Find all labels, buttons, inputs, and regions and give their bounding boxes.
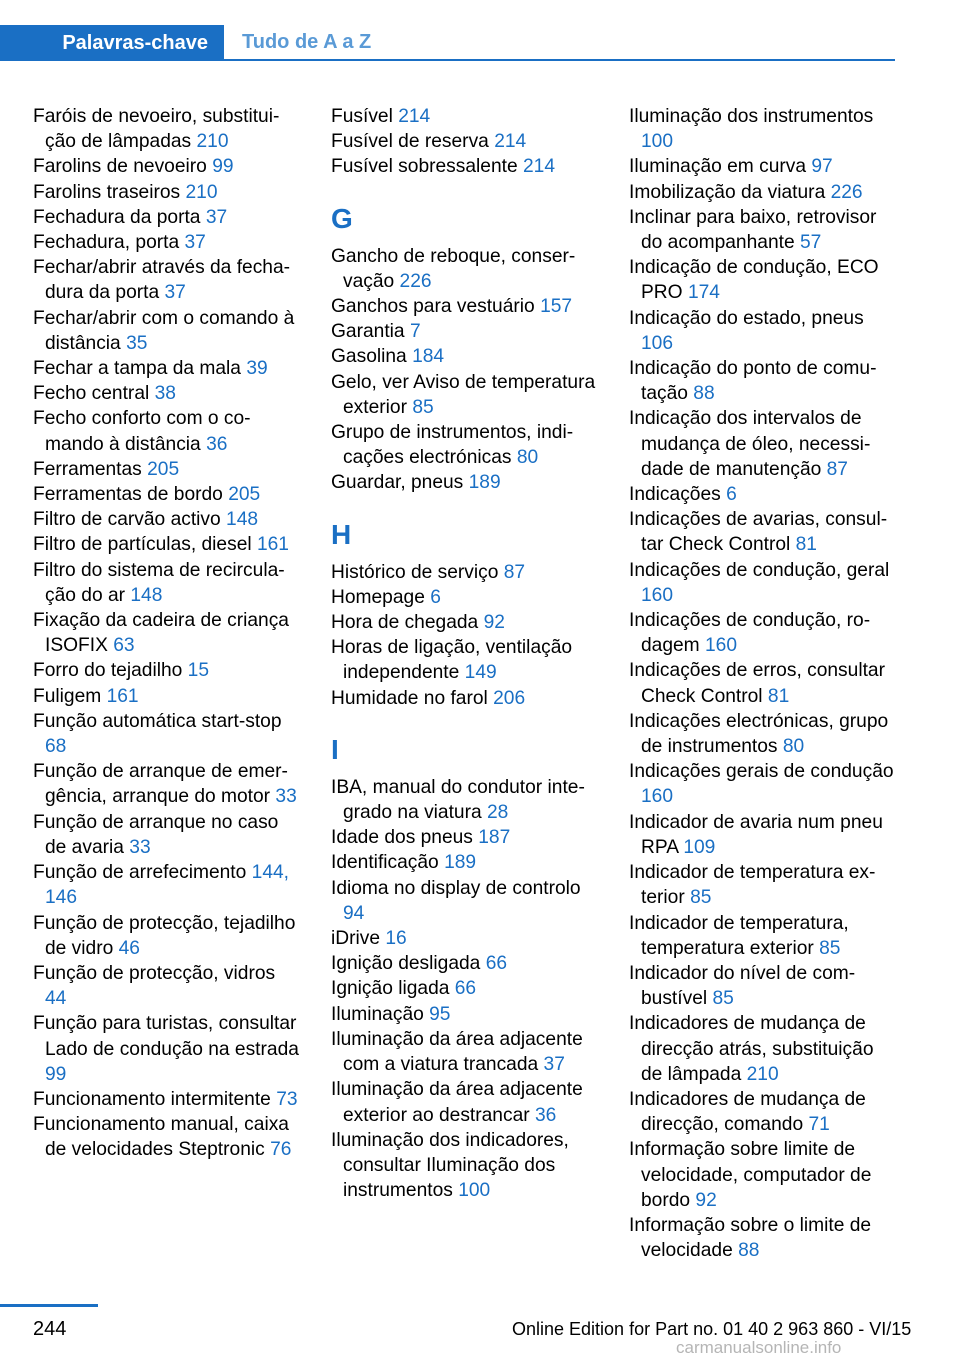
index-entry-text: Indicador de temperatura exterior (629, 862, 876, 909)
index-entry-pages[interactable]: 206 (493, 687, 526, 709)
index-entry-pages[interactable]: 33 (275, 786, 297, 808)
index-entry-pages[interactable]: 71 (808, 1114, 830, 1136)
index-entry (629, 961, 897, 1011)
index-entry-text: Idade dos pneus (331, 827, 473, 849)
index-entry (629, 1087, 897, 1137)
index-column-2 (331, 104, 599, 1203)
index-entry-pages[interactable]: 80 (782, 736, 805, 758)
index-entry-text: Indicador do nível de combustível (629, 962, 856, 1010)
index-entry (331, 319, 599, 344)
index-entry-text: Função para turistas, consultar Lado de condução na estrada (33, 1013, 299, 1060)
index-entry-pages[interactable]: 88 (738, 1240, 760, 1262)
index-entry-text: Farolins traseiros (33, 181, 181, 203)
index-entry (629, 1011, 897, 1087)
index-entry-text: Fusível de reserva (331, 131, 489, 153)
index-entry-text: Identificação (331, 852, 439, 874)
index-entry (331, 244, 599, 294)
index-entry (33, 608, 301, 658)
index-entry (33, 684, 301, 709)
section-letter: I (331, 733, 339, 765)
index-entry (331, 976, 599, 1001)
index-entry-text: Faróis de nevoeiro, substituição de lâmpadas (33, 106, 280, 153)
index-column-1 (33, 104, 301, 1163)
edition-info: Online Edition for Part no. 01 40 2 963 860 - VI/15 (512, 1319, 912, 1339)
index-entry-text: Função de arranque de emergência, arranque do motor (33, 761, 288, 808)
index-entry-pages[interactable]: 6 (726, 484, 737, 506)
index-entry-text: Indicadores de mudança de direcção atrás, substituição de lâmpada (629, 1013, 874, 1085)
index-entry (331, 610, 599, 635)
index-entry (331, 1077, 599, 1127)
index-entry (33, 961, 301, 1011)
index-entry (331, 1027, 599, 1077)
index-entry (331, 686, 599, 711)
index-entry-pages[interactable]: 99 (45, 1063, 67, 1085)
index-entry-text: Gasolina (331, 346, 407, 368)
index-entry-text: Indicações de avarias, consultar Check Control (629, 509, 888, 556)
index-entry (33, 507, 301, 532)
index-entry (331, 420, 599, 470)
index-entry-pages[interactable]: 66 (454, 978, 477, 1000)
index-entry (331, 951, 599, 976)
index-entry-text: Guardar, pneus (331, 472, 464, 494)
index-entry-pages[interactable]: 92 (695, 1189, 717, 1211)
index-entry-text: Histórico de serviço (331, 561, 499, 583)
index-entry-text: Gelo, ver Aviso de temperatura exterior (331, 371, 596, 418)
index-entry (629, 180, 897, 205)
index-entry-pages[interactable]: 174 (687, 282, 720, 304)
index-entry-pages[interactable]: 88 (693, 383, 715, 405)
index-entry-pages[interactable]: 57 (799, 232, 822, 254)
section-letter: H (331, 518, 352, 550)
index-entry (629, 810, 897, 860)
index-entry (629, 205, 897, 255)
index-entry (33, 356, 301, 381)
index-entry (33, 532, 301, 557)
index-entry-pages[interactable]: 87 (826, 458, 848, 480)
index-entry-text: Ferramentas de bordo (33, 484, 223, 506)
index-entry-text: Iluminação dos indicadores, consultar Iluminação dos instrumentos (331, 1129, 569, 1202)
index-entry-pages[interactable]: 73 (276, 1088, 298, 1110)
index-entry (331, 876, 599, 926)
index-entry-text: Fecho central (33, 383, 150, 405)
index-entry (629, 154, 897, 179)
index-entry (629, 306, 897, 356)
index-entry-pages[interactable]: 68 (45, 736, 67, 758)
index-entry-pages[interactable]: 100 (458, 1180, 491, 1202)
index-entry-pages[interactable]: 36 (206, 433, 228, 455)
index-entry (629, 1137, 897, 1213)
index-entry-pages[interactable]: 37 (164, 282, 186, 304)
index-entry-text: Filtro de carvão activo (33, 509, 221, 531)
index-entry-pages[interactable]: 95 (429, 1003, 451, 1025)
index-entry-text: Fechar/abrir através da fechadura da porta (33, 257, 291, 304)
index-entry-pages[interactable]: 37 (205, 206, 228, 228)
index-entry-pages[interactable]: 210 (746, 1063, 779, 1085)
index-entry-text: Indicação dos intervalos de mudança de óleo, necessidade de manutenção (629, 408, 871, 480)
index-entry-text: Filtro do sistema de recirculação do ar (33, 559, 285, 606)
index-entry-text: Indicadores de mudança de direcção, comando (629, 1088, 866, 1136)
index-entry (331, 129, 599, 154)
index-entry-text: Função automática start-stop (33, 710, 282, 732)
index-column-3 (629, 104, 897, 1263)
index-entry-pages[interactable]: 7 (409, 321, 421, 343)
index-entry-pages[interactable]: 39 (246, 358, 268, 380)
index-entry (629, 356, 897, 406)
index-entry-pages[interactable]: 210 (196, 131, 229, 153)
index-entry-text: Função de arrefecimento (33, 862, 247, 884)
index-entry-pages[interactable]: 94 (343, 902, 365, 924)
index-entry (33, 482, 301, 507)
index-entry-pages[interactable]: 189 (468, 472, 501, 494)
index-entry-text: Ganchos para vestuário (331, 296, 535, 318)
index-entry-pages[interactable]: 66 (485, 953, 508, 975)
index-entry-text: Forro do tejadilho (33, 660, 183, 682)
index-entry (33, 230, 301, 255)
index-entry (33, 810, 301, 860)
index-entry (331, 560, 599, 585)
index-entry-text: iDrive (331, 928, 381, 950)
index-entry (33, 911, 301, 961)
index-entry (33, 759, 301, 809)
index-entry-text: Fechadura, porta (33, 232, 180, 254)
index-entry-text: Indicações (629, 484, 721, 506)
section-letter: G (331, 202, 353, 234)
index-entry-text: Iluminação dos instrumentos (629, 106, 874, 127)
index-entry-pages[interactable]: 205 (147, 458, 180, 480)
index-entry-text: Iluminação (331, 1003, 424, 1025)
index-entry (33, 658, 301, 683)
index-entry-pages[interactable]: 187 (478, 827, 511, 849)
index-entry-text: Indicações de condução, geral (629, 559, 890, 581)
index-entry (629, 709, 897, 759)
index-entry-pages[interactable]: 80 (516, 447, 539, 469)
index-entry-text: Grupo de instrumentos, indicações electrónicas (331, 422, 574, 469)
index-entry (33, 255, 301, 305)
index-entry-text: Farolins de nevoeiro (33, 156, 207, 178)
index-entry (331, 926, 599, 951)
index-entry-pages[interactable]: 109 (683, 836, 716, 858)
index-entry-pages[interactable]: 214 (522, 156, 555, 178)
index-entry-text: Indicações gerais de condução (629, 761, 894, 783)
index-entry-text: Fechar/abrir com o comando à distância (33, 307, 295, 354)
index-entry-text: Funcionamento intermitente (33, 1088, 271, 1110)
index-entry-text: Indicação do estado, pneus (629, 307, 864, 329)
index-entry-pages[interactable]: 87 (503, 561, 526, 583)
index-entry-pages[interactable]: 85 (690, 887, 712, 909)
index-entry (33, 381, 301, 406)
index-entry-pages[interactable]: 161 (106, 685, 139, 707)
index-entry (629, 658, 897, 708)
index-entry-text: Fecho conforto com o comando à distância (33, 408, 251, 455)
index-entry-pages[interactable]: 38 (154, 383, 176, 405)
index-entry-pages[interactable]: 106 (641, 332, 674, 354)
index-entry (33, 306, 301, 356)
index-entry-text: Fechadura da porta (33, 206, 201, 228)
index-entry (629, 507, 897, 557)
index-entry-text: Indicações electrónicas, grupo de instrumentos (629, 710, 889, 758)
index-entry (629, 1213, 897, 1263)
index-entry-text: Informação sobre limite de velocidade, computador de bordo (629, 1139, 872, 1211)
watermark: carmanualsonline.info (676, 1338, 842, 1357)
index-entry-pages[interactable]: 148 (130, 584, 163, 606)
index-entry (33, 104, 301, 154)
index-entry (629, 482, 897, 507)
index-entry-pages[interactable]: 6 (430, 586, 441, 608)
index-entry-text: Idioma no display de controlo (331, 877, 581, 899)
index-entry-pages[interactable]: 205 (228, 484, 261, 506)
index-entry-text: Iluminação em curva (629, 156, 807, 178)
index-entry-text: Imobilização da viatura (629, 181, 826, 203)
index-entry-pages[interactable]: 160 (641, 786, 674, 808)
index-entry-pages[interactable]: 157 (540, 296, 573, 318)
index-entry-pages[interactable]: 214 (398, 106, 431, 127)
index-entry-pages[interactable]: 210 (185, 181, 218, 203)
index-entry-text: Horas de ligação, ventilação independente (331, 637, 573, 684)
index-entry-pages[interactable]: 85 (712, 988, 734, 1010)
index-entry-text: Iluminação da área adjacente com a viatura trancada (331, 1028, 583, 1076)
index-entry-text: Função de protecção, vidros (33, 962, 276, 984)
index-entry-text: Ignição desligada (331, 953, 481, 975)
index-entry-text: Inclinar para baixo, retrovisor do acompanhante (629, 206, 877, 254)
index-entry-text: Fusível sobressalente (331, 156, 518, 178)
index-entry-pages[interactable]: 97 (811, 156, 833, 178)
index-entry (629, 406, 897, 482)
index-entry-text: Ignição ligada (331, 978, 450, 1000)
index-entry-pages[interactable]: 16 (385, 928, 407, 950)
tab-palavras-chave[interactable]: Palavras-chave (0, 25, 224, 61)
index-entry (331, 104, 599, 129)
index-entry-pages[interactable]: 63 (113, 635, 135, 657)
index-entry (331, 635, 599, 685)
index-entry (33, 457, 301, 482)
index-entry-text: Ferramentas (33, 458, 142, 480)
index-entry-pages[interactable]: 160 (641, 584, 674, 606)
index-entry (331, 825, 599, 850)
index-entry (331, 154, 599, 179)
index-entry (33, 558, 301, 608)
index-entry-text: Indicador de avaria num pneu RPA (629, 811, 883, 858)
index-entry-pages[interactable]: 144, 146 (45, 862, 290, 909)
index-entry (331, 775, 599, 825)
index-entry-text: Indicação do ponto de comutação (629, 358, 877, 405)
index-entry (331, 344, 599, 369)
index-entry-pages[interactable]: 161 (256, 534, 289, 556)
index-entry-pages[interactable]: 226 (830, 181, 863, 203)
index-entry (331, 1002, 599, 1027)
index-entry-pages[interactable]: 28 (487, 802, 509, 824)
index-entry (629, 558, 897, 608)
index-entry (331, 850, 599, 875)
index-entry-text: Garantia (331, 321, 405, 343)
index-entry (629, 104, 897, 154)
index-entry (629, 860, 897, 910)
index-entry-text: Função de protecção, tejadilho de vidro (33, 912, 296, 959)
index-entry-text: IBA, manual do condutor integrado na viatura (331, 776, 585, 824)
index-entry-pages[interactable]: 160 (705, 635, 738, 657)
header-bar (0, 25, 895, 61)
index-entry-pages[interactable]: 44 (45, 988, 67, 1010)
index-entry-pages[interactable]: 37 (543, 1054, 565, 1076)
index-entry-pages[interactable]: 15 (187, 660, 210, 682)
index-entry-text: Informação sobre o limite de velocidade (629, 1214, 872, 1262)
tab-tudo-de-a-a-z[interactable]: Tudo de A a Z (224, 25, 895, 61)
index-entry (33, 205, 301, 230)
index-entry-pages[interactable]: 189 (444, 852, 477, 874)
index-entry-text: Indicações de condução, rodagem (629, 610, 871, 657)
index-entry-pages[interactable]: 148 (226, 509, 259, 531)
index-entry-pages[interactable]: 81 (795, 534, 817, 556)
page-number: 244 (33, 1318, 67, 1340)
index-entry (33, 709, 301, 759)
index-entry (33, 1011, 301, 1087)
index-entry (331, 470, 599, 495)
index-entry-pages[interactable]: 99 (212, 156, 234, 178)
index-entry-text: Função de arranque no caso de avaria (33, 811, 279, 858)
index-entry-text: Indicações de erros, consultar Check Control (629, 660, 885, 707)
index-entry-text: Funcionamento manual, caixa de velocidades Steptronic (33, 1114, 289, 1161)
index-entry-pages[interactable]: 36 (534, 1104, 557, 1126)
index-entry-text: Hora de chegada (331, 612, 479, 634)
index-entry (629, 255, 897, 305)
index-entry-text: Iluminação da área adjacente exterior ao destrancar (331, 1079, 583, 1126)
index-entry-pages[interactable]: 35 (126, 332, 148, 354)
index-entry (33, 1087, 301, 1112)
index-entry (629, 608, 897, 658)
index-entry-text: Indicador de temperatura, temperatura exterior (629, 912, 849, 959)
index-entry (33, 860, 301, 910)
index-entry-pages[interactable]: 37 (184, 232, 206, 254)
index-entry-text: Fechar a tampa da mala (33, 358, 241, 380)
index-entry-pages[interactable]: 81 (767, 685, 790, 707)
index-entry-pages[interactable]: 85 (412, 396, 434, 418)
index-entry (629, 759, 897, 809)
index-entry (33, 1112, 301, 1162)
index-entry (331, 370, 599, 420)
index-entry-text: Fuligem (33, 685, 102, 707)
index-entry (331, 1128, 599, 1204)
index-entry-pages[interactable]: 33 (129, 836, 151, 858)
index-entry-pages[interactable]: 92 (483, 612, 505, 634)
index-entry-pages[interactable]: 226 (399, 270, 432, 292)
index-entry (331, 294, 599, 319)
index-entry-pages[interactable]: 100 (641, 131, 674, 153)
index-entry-text: Homepage (331, 586, 425, 608)
index-entry-text: Humidade no farol (331, 687, 488, 709)
footer-rule (0, 1304, 98, 1307)
index-entry-text: Filtro de partículas, diesel (33, 534, 252, 556)
index-entry (629, 911, 897, 961)
index-entry (33, 180, 301, 205)
index-entry-text: Fusível (331, 106, 393, 127)
index-entry-pages[interactable]: 149 (464, 662, 497, 684)
index-entry-text: Gancho de reboque, conservação (331, 245, 576, 292)
index-entry (33, 406, 301, 456)
index-entry-pages[interactable]: 184 (412, 346, 445, 368)
index-entry (331, 585, 599, 610)
index-entry-pages[interactable]: 46 (118, 937, 140, 959)
index-entry-pages[interactable]: 76 (270, 1139, 292, 1161)
index-entry-pages[interactable]: 214 (494, 131, 527, 153)
index-entry (33, 154, 301, 179)
index-entry-text: Fixação da cadeira de criança ISOFIX (33, 610, 289, 657)
index-entry-text: Indicação de condução, ECO PRO (629, 257, 879, 304)
index-entry-pages[interactable]: 85 (819, 937, 841, 959)
